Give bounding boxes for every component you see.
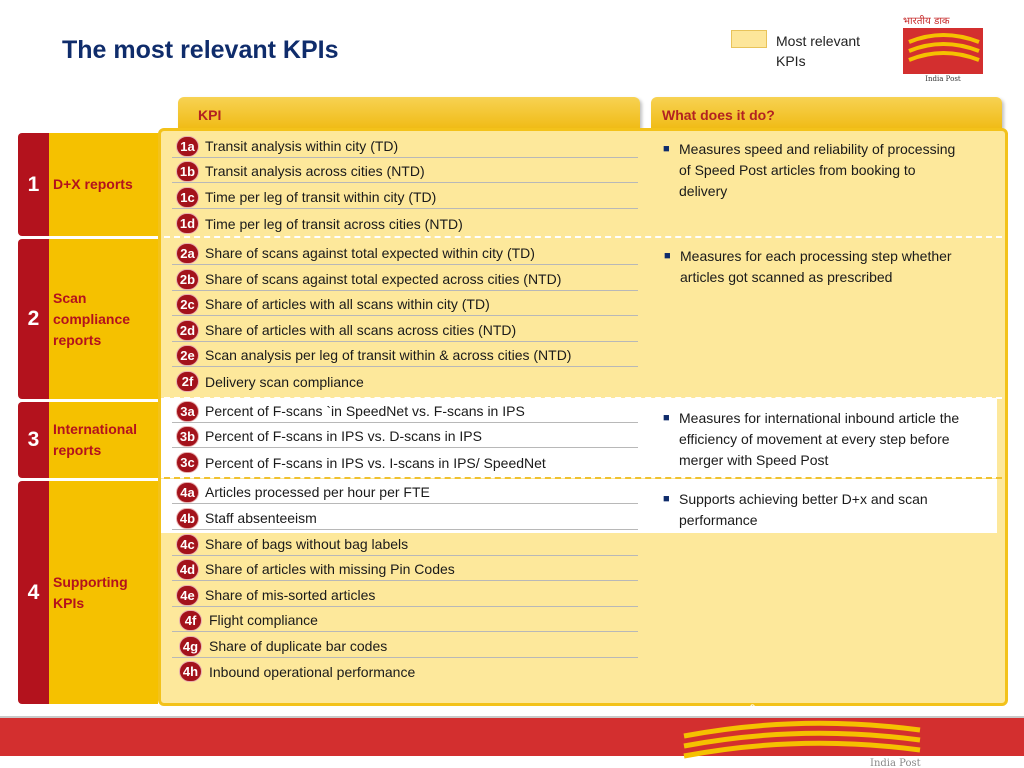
footer-logo-english-text: India Post [870,758,921,768]
kpi-id-badge: 4d [176,559,199,580]
kpi-label: Share of articles with all scans across cities (NTD) [205,322,517,338]
bullet-icon: ■ [663,412,670,424]
kpi-label: Percent of F-scans `in SpeedNet vs. F-scans in IPS [205,403,525,419]
section-1-description: ■ Measures speed and reliability of processing of Speed Post articles from booking to delivery [663,141,956,199]
kpi-label: Delivery scan compliance [205,373,364,390]
kpi-label: Transit analysis across cities (NTD) [205,163,425,179]
kpi-id-badge: 2d [176,320,199,341]
section-2-description: ■ Measures for each processing step whether articles got scanned as prescribed [664,248,952,285]
kpi-row [172,344,638,367]
kpi-row [172,186,638,209]
section-4-description: ■ Supports achieving better D+x and scan performance [663,491,928,528]
kpi-label: Percent of F-scans in IPS vs. D-scans in IPS [205,428,482,444]
kpi-label: Share of bags without bag labels [205,536,409,552]
section-3-number: 3 [18,402,49,478]
kpi-label: Articles processed per hour per FTE [205,484,430,500]
kpi-label: Share of scans against total expected across cities (NTD) [205,271,562,287]
legend-label: Most relevant KPIs [776,33,861,69]
footer-india-post-logo [680,700,1020,768]
kpi-label: Share of articles with all scans within city (TD) [205,296,490,312]
kpi-row [172,400,638,423]
kpi-row [172,635,638,658]
kpi-column-header: KPI [178,97,640,129]
kpi-label: Staff absenteeism [205,510,317,526]
kpi-id-badge: 4b [176,508,199,529]
kpi-id-badge: 4c [176,534,199,555]
kpi-id-badge: 4g [179,636,202,657]
kpi-label: Share of scans against total expected within city (TD) [205,245,535,261]
kpi-row [172,135,638,158]
kpi-label: Percent of F-scans in IPS vs. I-scans in IPS/ SpeedNet [205,454,546,471]
section-3-name: International reports [49,402,158,478]
kpi-row [172,660,638,683]
kpi-row [172,160,638,183]
kpi-id-badge: 1d [176,213,199,234]
kpi-label: Share of duplicate bar codes [209,638,388,654]
kpi-row [172,268,638,291]
bullet-icon: ■ [664,250,671,262]
section-2-name: Scan compliance reports [49,239,158,399]
kpi-row [172,370,638,393]
section-1-number: 1 [18,133,49,236]
kpi-row [172,242,638,265]
kpi-label: Time per leg of transit within city (TD) [205,189,437,205]
kpi-id-badge: 2a [176,243,199,264]
kpi-id-badge: 2c [176,294,199,315]
footer-logo-hindi-text: भारतीय डाक [728,705,789,720]
kpi-label: Flight compliance [209,612,318,628]
kpi-row [172,319,638,342]
kpi-id-badge: 3c [176,452,199,473]
kpi-id-badge: 2b [176,269,199,290]
page-title: The most relevant KPIs [62,36,339,64]
kpi-id-badge: 4f [179,610,202,631]
section-divider [164,477,1002,479]
kpi-id-badge: 4h [179,661,202,682]
kpi-id-badge: 1a [176,136,199,157]
legend-swatch [731,30,767,48]
kpi-id-badge: 3a [176,401,199,422]
india-post-logo [895,12,990,84]
kpi-row [172,451,638,474]
bullet-icon: ■ [663,493,670,505]
kpi-id-badge: 2f [176,371,199,392]
section-divider [164,397,1002,399]
kpi-row [172,481,638,504]
kpi-id-badge: 4e [176,585,199,606]
kpi-id-badge: 1c [176,187,199,208]
kpi-label: Transit analysis within city (TD) [205,138,399,154]
kpi-row [172,293,638,316]
kpi-id-badge: 4a [176,482,199,503]
logo-hindi-text: भारतीय डाक [903,16,950,27]
kpi-id-badge: 1b [176,161,199,182]
kpi-label: Share of articles with missing Pin Codes [205,561,455,577]
section-divider [164,236,1002,238]
bullet-icon: ■ [663,143,670,155]
kpi-label: Share of mis-sorted articles [205,587,376,603]
kpi-id-badge: 2e [176,345,199,366]
kpi-row [172,212,638,235]
kpi-row [172,533,638,556]
section-1-name: D+X reports [49,133,158,236]
kpi-row [172,558,638,581]
kpi-row [172,425,638,448]
kpi-row [172,609,638,632]
kpi-id-badge: 3b [176,426,199,447]
kpi-label: Inbound operational performance [209,663,416,680]
kpi-row [172,507,638,530]
logo-english-text: India Post [925,75,961,83]
section-4-number: 4 [18,481,49,704]
kpi-row [172,584,638,607]
kpi-label: Time per leg of transit across cities (NTD) [205,215,463,232]
section-2-number: 2 [18,239,49,399]
what-column-header: What does it do? [651,97,1002,129]
section-4-name: Supporting KPIs [49,481,158,704]
kpi-label: Scan analysis per leg of transit within & across cities (NTD) [205,347,572,363]
section-3-description: ■ Measures for international inbound article the efficiency of movement at every step before merger with Speed Post [663,410,960,468]
